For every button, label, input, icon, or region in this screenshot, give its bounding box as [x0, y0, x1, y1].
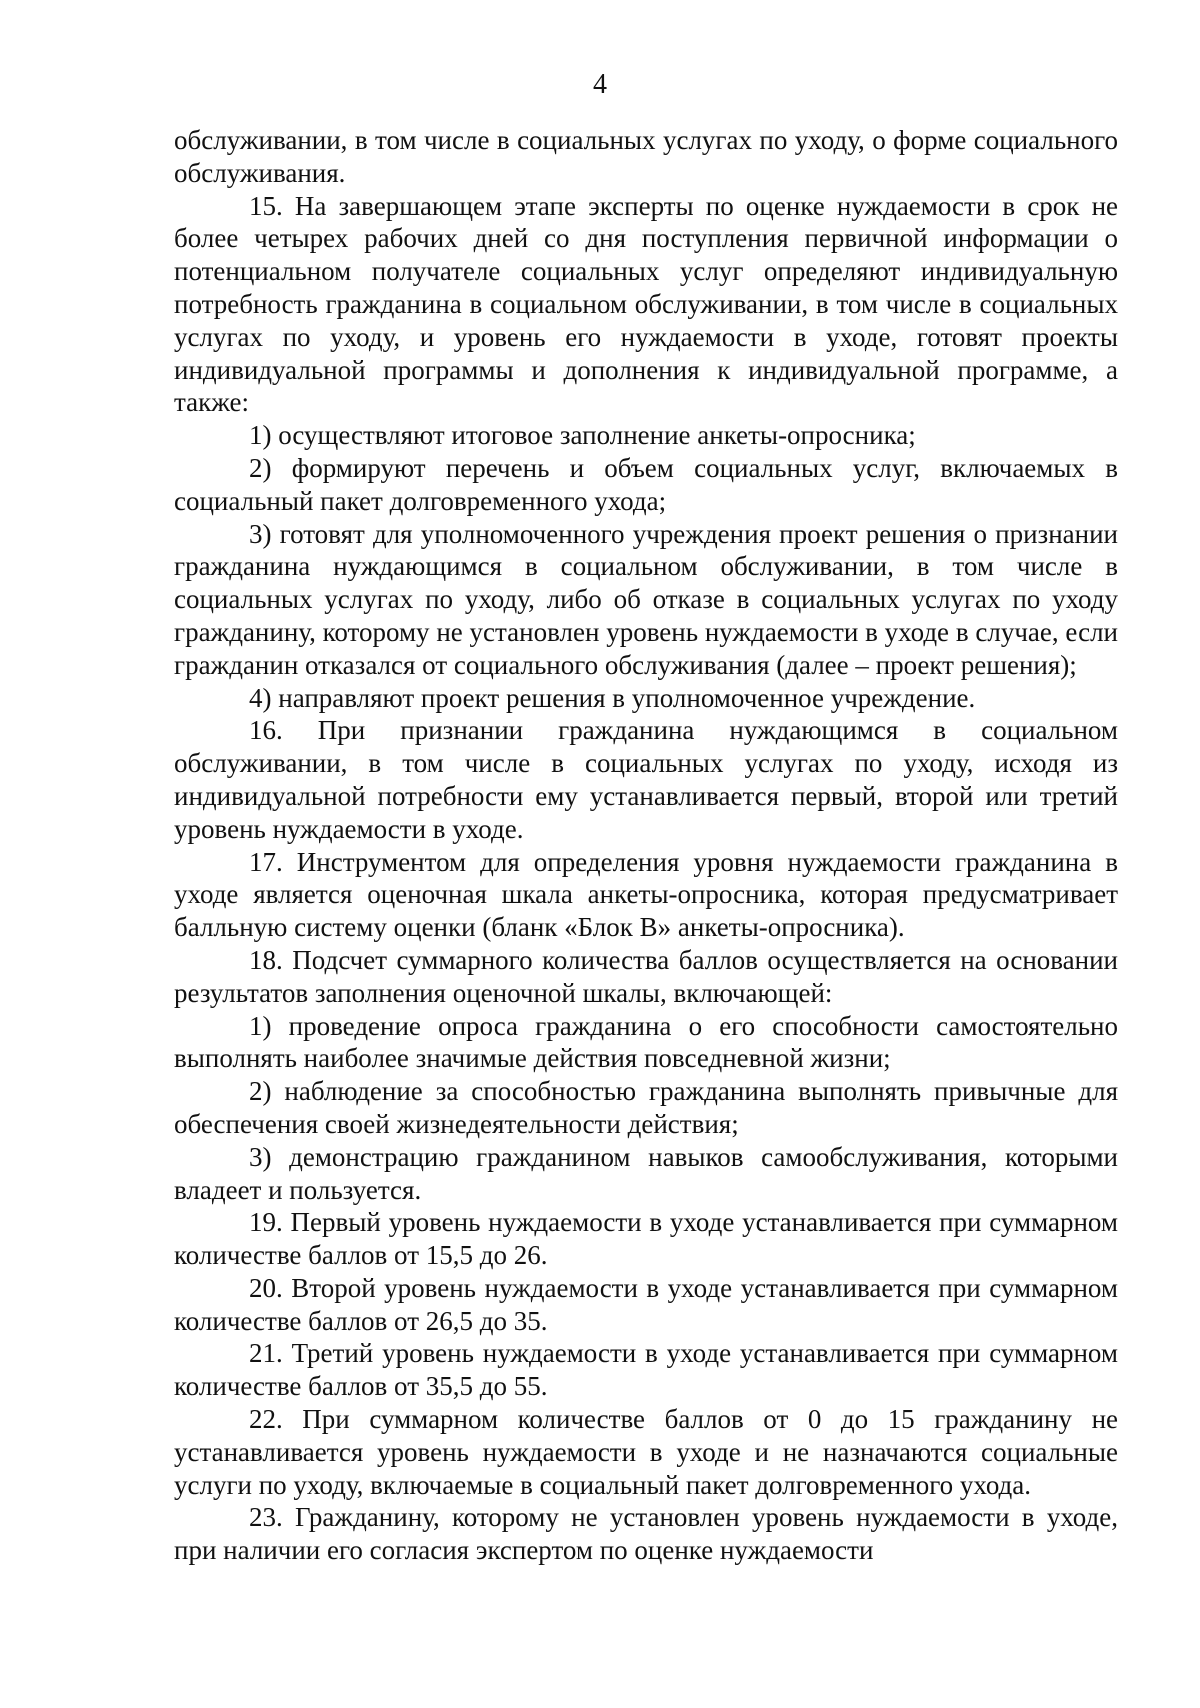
page-number: 4 [593, 69, 607, 100]
paragraph: обслуживании, в том числе в социальных услугах по уходу, о форме социального обслуживания. [174, 125, 1118, 188]
paragraph: 23. Гражданину, которому не установлен уровень нуждаемости в уходе, при наличии его согласия экспертом по оценке нуждаемости [174, 1502, 1118, 1566]
paragraph: 18. Подсчет суммарного количества баллов осуществляется на основании результатов заполнения оценочной шкалы, включающей: [174, 944, 1118, 1008]
paragraph: 22. При суммарном количестве баллов от 0 до 15 гражданину не устанавливается уровень нуждаемости в уходе и не назначаются социальные услуги по уходу, включаемые в социальный пакет долговременного ухода. [174, 1404, 1118, 1500]
paragraph: 1) осуществляют итоговое заполнение анкеты-опросника; [249, 420, 916, 451]
paragraph: 20. Второй уровень нуждаемости в уходе устанавливается при суммарном количестве баллов от 26,5 до 35. [174, 1272, 1118, 1336]
paragraph: 4) направляют проект решения в уполномоченное учреждение. [249, 682, 976, 713]
paragraph: 19. Первый уровень нуждаемости в уходе устанавливается при суммарном количестве баллов от 15,5 до 26. [174, 1207, 1118, 1271]
paragraph: 1) проведение опроса гражданина о его способности самостоятельно выполнять наиболее значимые действия повседневной жизни; [174, 1010, 1118, 1074]
document-body [174, 124, 1118, 1567]
paragraph: 2) наблюдение за способностью гражданина выполнять привычные для обеспечения своей жизнедеятельности действия; [174, 1076, 1118, 1139]
paragraph: 2) формируют перечень и объем социальных услуг, включаемых в социальный пакет долговременного ухода; [174, 452, 1118, 516]
paragraph: 15. На завершающем этапе эксперты по оценке нуждаемости в срок не более четырех рабочих дней со дня поступления первичной информации о потенциальном получателе социальных услуг определяют индивидуальную потребность гражданина в социальном обслуживании, в том числе в социальных услугах по уходу, и уровень его нуждаемости в уходе, готовят проекты индивидуальной программы и дополнения к индивидуальной программе, а также: [174, 190, 1118, 418]
paragraph: 3) готовят для уполномоченного учреждения проект решения о признании гражданина нуждающимся в социальном обслуживании, в том числе в социальных услугах по уходу, либо об отказе в социальных услугах по уходу гражданину, которому не установлен уровень нуждаемости в уходе в случае, если гражданин отказался от социального обслуживания (далее – проект решения); [174, 518, 1118, 680]
paragraph: 17. Инструментом для определения уровня нуждаемости гражданина в уходе является оценочная шкала анкеты-опросника, которая предусматривает балльную систему оценки (бланк «Блок В» анкеты-опросника). [174, 846, 1118, 943]
paragraph: 3) демонстрацию гражданином навыков самообслуживания, которыми владеет и пользуется. [174, 1141, 1118, 1205]
paragraph: 16. При признании гражданина нуждающимся в социальном обслуживании, в том числе в социальных услугах по уходу, исходя из индивидуальной потребности ему устанавливается первый, второй или третий уровень нуждаемости в уходе. [174, 715, 1118, 844]
paragraph: 21. Третий уровень нуждаемости в уходе устанавливается при суммарном количестве баллов от 35,5 до 55. [174, 1338, 1118, 1402]
